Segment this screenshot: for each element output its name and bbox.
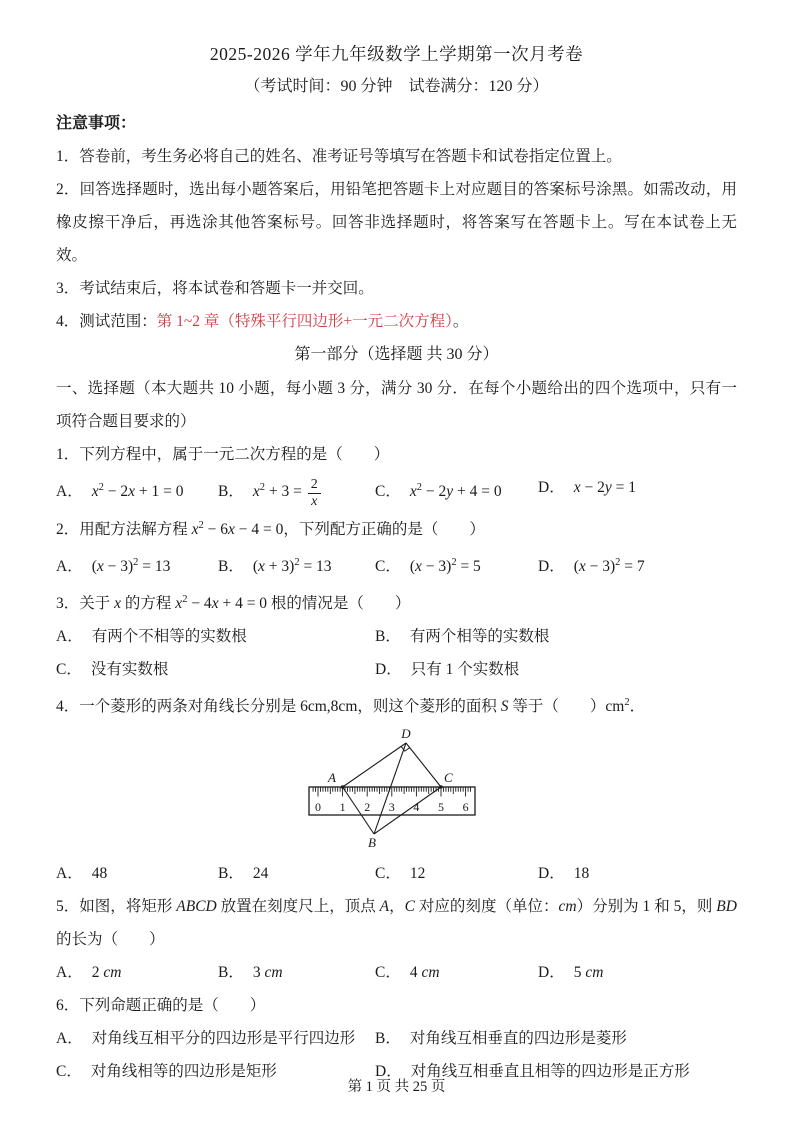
ruler-number-1: 1 xyxy=(339,800,346,815)
ruler-number-6: 6 xyxy=(462,800,469,815)
vertex-label-a: A xyxy=(327,770,336,786)
page-subtitle: （考试时间：90 分钟 试卷满分：120 分） xyxy=(244,78,549,95)
question-stem: 5．如图，将矩形 ABCD 放置在刻度尺上，顶点 A，C 对应的刻度（单位：cm）分别为 1 和 5，则 BD 的长为（ ） xyxy=(56,898,737,949)
question-6 xyxy=(56,989,737,1088)
option-b: B． 3 cm xyxy=(218,964,283,982)
vertex-label-b: B xyxy=(367,835,376,851)
question-options xyxy=(56,857,737,890)
option-a: A． 2 cm xyxy=(56,964,122,982)
ruler-number-2: 2 xyxy=(363,800,370,815)
ruler-number-4: 4 xyxy=(412,800,419,815)
option-b: B． $(x + 3)^2 = 13$ xyxy=(218,556,332,575)
question-stem: 6．下列命题正确的是（ ） xyxy=(56,997,266,1015)
vertex-label-d: D xyxy=(400,726,411,742)
question-stem: 1．下列方程中，属于一元二次方程的是（ ） xyxy=(56,446,390,463)
ruler-figure xyxy=(56,725,737,857)
notice-4-suffix: 。 xyxy=(452,313,469,330)
notice-item-4 xyxy=(56,305,737,338)
question-stem: 3．关于 x 的方程 $x^2 - 4x + 4 = 0$ 根的情况是（ ） xyxy=(56,593,411,613)
right-angle-mark xyxy=(401,747,410,752)
section-heading: 第一部分（选择题 共 30 分） xyxy=(294,346,499,363)
question-options xyxy=(56,956,737,989)
question-options xyxy=(56,546,737,583)
option-c: C． 对角线相等的四边形是矩形 xyxy=(56,1063,277,1081)
option-b: B． 对角线互相垂直的四边形是菱形 xyxy=(375,1030,627,1048)
question-options xyxy=(56,471,737,509)
option-a: A． 对角线互相平分的四边形是平行四边形 xyxy=(56,1030,356,1048)
question-4 xyxy=(56,686,737,890)
option-b: B． 有两个相等的实数根 xyxy=(375,628,550,646)
question-3 xyxy=(56,583,737,686)
vertex-label-c: C xyxy=(443,770,453,786)
rectangle-on-ruler-diagram xyxy=(307,725,487,857)
question-2 xyxy=(56,509,737,583)
option-d: D． 只有 1 个实数根 xyxy=(375,661,520,679)
section-intro: 一、选择题（本大题共 10 小题，每小题 3 分，满分 30 分．在每个小题给出的四个选项中，只有一项符合题目要求的） xyxy=(56,380,737,430)
option-d: D． $(x - 3)^2 = 7$ xyxy=(538,556,645,575)
notice-4-prefix: 4．测试范围： xyxy=(56,313,157,330)
option-a: A． $(x - 3)^2 = 13$ xyxy=(56,556,171,575)
option-c: C． $(x - 3)^2 = 5$ xyxy=(375,556,481,575)
option-d: D． 5 cm xyxy=(538,964,604,982)
ruler-number-5: 5 xyxy=(437,800,444,815)
vertex-c-dot xyxy=(439,786,442,789)
page-title: 2025-2026 学年九年级数学上学期第一次月考卷 xyxy=(209,44,584,64)
ruler-number-3: 3 xyxy=(388,800,395,815)
option-c: C． 12 xyxy=(375,865,426,883)
option-d: D． x − 2y = 1 xyxy=(538,479,636,496)
option-c: C． $x^2 - 2y + 4 = 0$ xyxy=(375,482,502,501)
option-a: A． $x^2 - 2x + 1 = 0$ xyxy=(56,482,184,501)
option-c: C． 4 cm xyxy=(375,964,440,982)
option-d: D． 18 xyxy=(538,865,590,883)
vertex-a-dot xyxy=(340,786,343,789)
question-options xyxy=(56,620,737,686)
notice-item-1: 1．答卷前，考生务必将自己的姓名、准考证号等填写在答题卡和试卷指定位置上。 xyxy=(56,148,622,165)
notice-4-test-scope: 第 1~2 章（特殊平行四边形+一元二次方程） xyxy=(156,313,453,330)
question-stem: 4．一个菱形的两条对角线长分别是 6cm,8cm，则这个菱形的面积 S 等于（ ）$cm^2$． xyxy=(56,697,646,716)
question-5 xyxy=(56,890,737,989)
option-b: B． 24 xyxy=(218,865,269,883)
notice-item-3: 3．考试结束后，将本试卷和答题卡一并交回。 xyxy=(56,280,374,297)
question-stem: 2．用配方法解方程 $x^2 - 6x - 4 = 0$，下列配方正确的是（ ） xyxy=(56,519,485,538)
option-a: A． 有两个不相等的实数根 xyxy=(56,628,247,646)
option-c: C． 没有实数根 xyxy=(56,661,169,679)
notices-heading: 注意事项： xyxy=(56,115,137,132)
ruler-number-0: 0 xyxy=(314,800,321,815)
question-1 xyxy=(56,438,737,509)
option-d: D． 对角线互相垂直且相等的四边形是正方形 xyxy=(375,1063,690,1081)
footer-page-number: 第 1 页 共 25 页 xyxy=(347,1079,446,1095)
option-b: B． $x^2 + 3$ = $\frac{2}{x}$ xyxy=(218,471,375,509)
notice-item-2: 2．回答选择题时，选出每小题答案后，用铅笔把答题卡上对应题目的答案标号涂黑。如需改动，用橡皮擦干净后，再选涂其他答案标号。回答非选择题时，将答案写在答题卡上。写在本试卷上无效。 xyxy=(56,181,737,264)
option-a: A． 48 xyxy=(56,865,108,883)
